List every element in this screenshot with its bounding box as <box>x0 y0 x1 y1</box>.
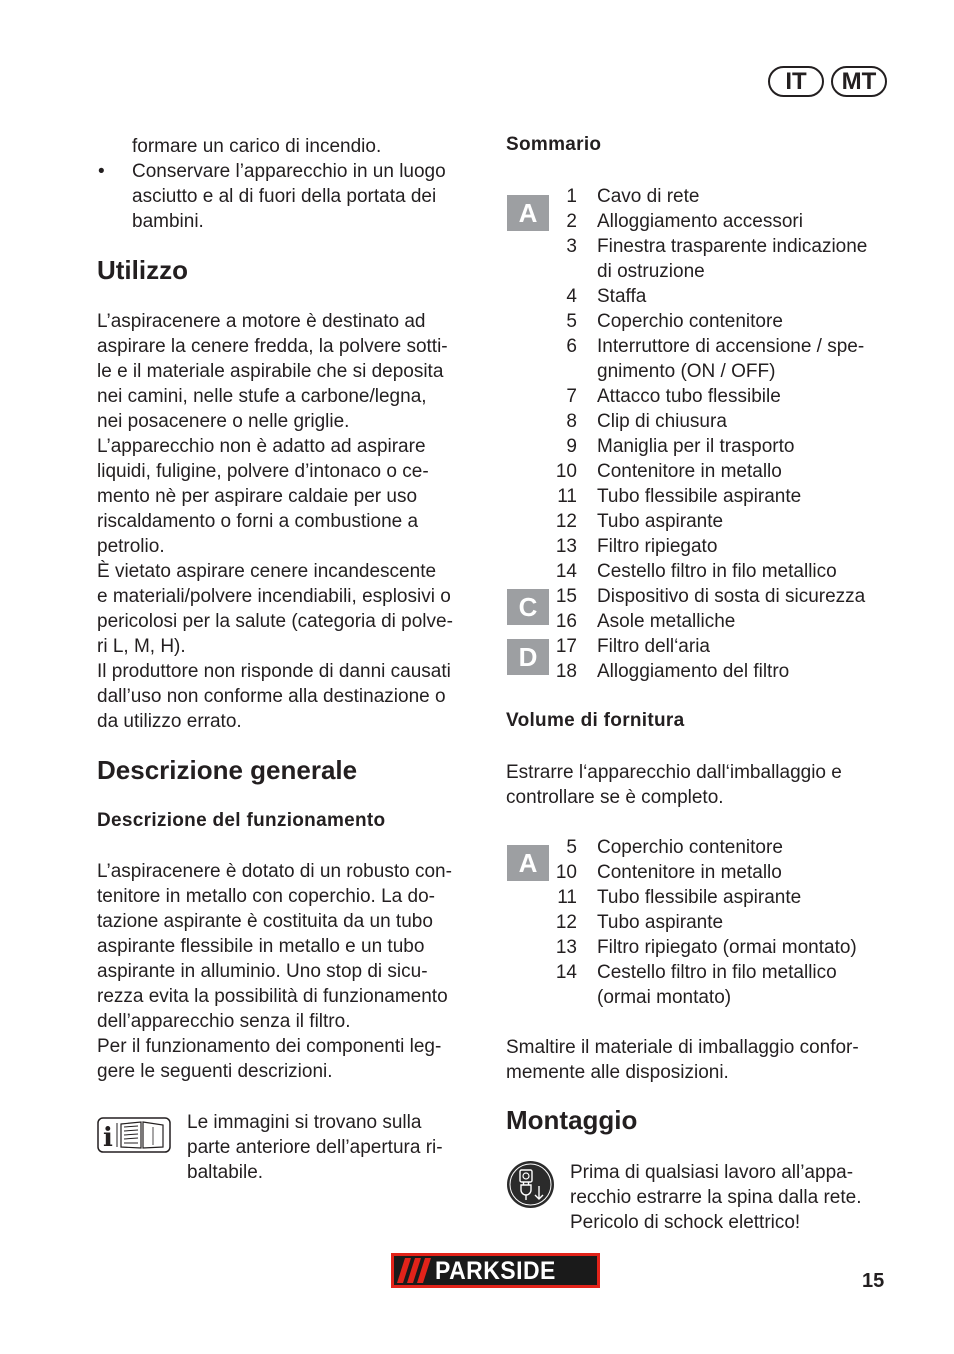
list-item: 17 Filtro dell‘aria <box>555 636 710 657</box>
svg-text:i: i <box>103 1123 113 1153</box>
list-item: 5 Coperchio contenitore <box>566 837 783 858</box>
list-item: 6 Interruttore di accensione / spe- <box>566 336 865 357</box>
list-item: 5 Coperchio contenitore <box>566 311 783 332</box>
heading-sommario: Sommario <box>506 134 602 155</box>
heading-utilizzo: Utilizzo <box>97 255 188 285</box>
list-item-continued: di ostruzione <box>597 261 705 282</box>
list-item: 13 Filtro ripiegato (ormai montato) <box>555 937 857 958</box>
list-item: 4 Staffa <box>566 286 647 307</box>
list-item: 12 Tubo aspirante <box>555 511 724 532</box>
list-item: 10 Contenitore in metallo <box>555 862 782 883</box>
list-item: 2 Alloggiamento accessori <box>566 211 803 232</box>
volume-list <box>540 835 920 1010</box>
utilizzo-paragraph: L’aspiracenere a motore è destinato ad aspirare la cenere fredda, la polvere sotti- le e il materiale aspirabile che si deposita nei camini, nelle stufe a carbone/legna, nei posacenere o nelle griglie. L’apparecchio non è adatto ad aspirare liquidi, fuligine, polvere d’intonaco o ce- mento nè per aspirare caldaie per uso riscaldamento o forni a combustione a petrolio. È vietato aspirare cenere incandescente e materiali/polvere incendiabili, esplosivi o pericolosi per la salute (categoria di polve- ri L, M, H). Il produttore non risponde di danni causati dall’uso non conforme alla destinazione o da utilizzo errato. <box>97 311 453 732</box>
info-note-text: Le immagini si trovano sulla parte anteriore dell’apertura ri- baltabile. <box>187 1112 443 1183</box>
unplug-warning-icon <box>506 1160 555 1209</box>
lang-badge-it: IT <box>768 66 824 97</box>
heading-descrizione-generale: Descrizione generale <box>97 755 358 785</box>
disposal-text: Smaltire il materiale di imballaggio confor- memente alle disposizioni. <box>506 1037 859 1083</box>
list-item: 14 Cestello filtro in filo metallico <box>555 561 837 582</box>
funzionamento-paragraph: L’aspiracenere è dotato di un robusto con- tenitore in metallo con coperchio. La do- tazione aspirante è costituita da un tubo aspirante flessibile in metallo e un tubo aspirante in alluminio. Uno stop di sicu- rezza evita la possibilità di funzionamento dell’apparecchio senza il filtro. Per il funzionamento dei componenti leg- gere le seguenti descrizioni. <box>97 861 452 1082</box>
volume-intro-text: Estrarre l‘apparecchio dall‘imballaggio e controllare se è completo. <box>506 762 842 808</box>
figure-badge-a-fornitura: A <box>507 845 549 881</box>
heading-descrizione-funzionamento: Descrizione del funzionamento <box>97 810 386 831</box>
list-item: 3 Finestra trasparente indicazione <box>566 236 868 257</box>
bullet-marker: • <box>98 161 105 182</box>
list-item: 7 Attacco tubo flessibile <box>566 386 781 407</box>
list-item: 1 Cavo di rete <box>566 186 700 207</box>
heading-volume-fornitura: Volume di fornitura <box>506 710 685 731</box>
logo-wordmark: PARKSIDE <box>435 1257 556 1285</box>
list-item: 12 Tubo aspirante <box>555 912 724 933</box>
figure-badge-d: D <box>507 639 549 675</box>
list-item: 8 Clip di chiusura <box>566 411 727 432</box>
list-item: 10 Contenitore in metallo <box>555 461 782 482</box>
figure-badge-a: A <box>507 195 549 231</box>
list-item: 13 Filtro ripiegato <box>555 536 718 557</box>
list-item-continued: (ormai montato) <box>597 987 732 1008</box>
parkside-logo <box>391 1253 600 1288</box>
heading-montaggio: Montaggio <box>506 1105 638 1135</box>
list-item: 18 Alloggiamento del filtro <box>555 661 790 682</box>
list-item: 9 Maniglia per il trasporto <box>566 436 795 457</box>
warning-text: Prima di qualsiasi lavoro all’appa- recchio estrarre la spina dalla rete. Pericolo di schock elettrico! <box>570 1162 862 1233</box>
lang-badge-mt: MT <box>831 66 887 97</box>
list-item: 11 Tubo flessibile aspirante <box>557 486 802 507</box>
list-item: 14 Cestello filtro in filo metallico <box>555 962 837 983</box>
figure-badge-c: C <box>507 589 549 625</box>
list-item: 15 Dispositivo di sosta di sicurezza <box>555 586 866 607</box>
page-number: 15 <box>862 1270 885 1292</box>
sommario-list <box>540 184 920 684</box>
list-item: 16 Asole metalliche <box>555 611 736 632</box>
info-book-icon <box>97 1117 171 1153</box>
list-item: 11 Tubo flessibile aspirante <box>557 887 802 908</box>
continued-text: formare un carico di incendio. <box>132 136 382 157</box>
list-item-continued: gnimento (ON / OFF) <box>597 361 776 382</box>
bullet-storage-text: Conservare l’apparecchio in un luogo asciutto e al di fuori della portata dei bambini. <box>132 161 446 232</box>
